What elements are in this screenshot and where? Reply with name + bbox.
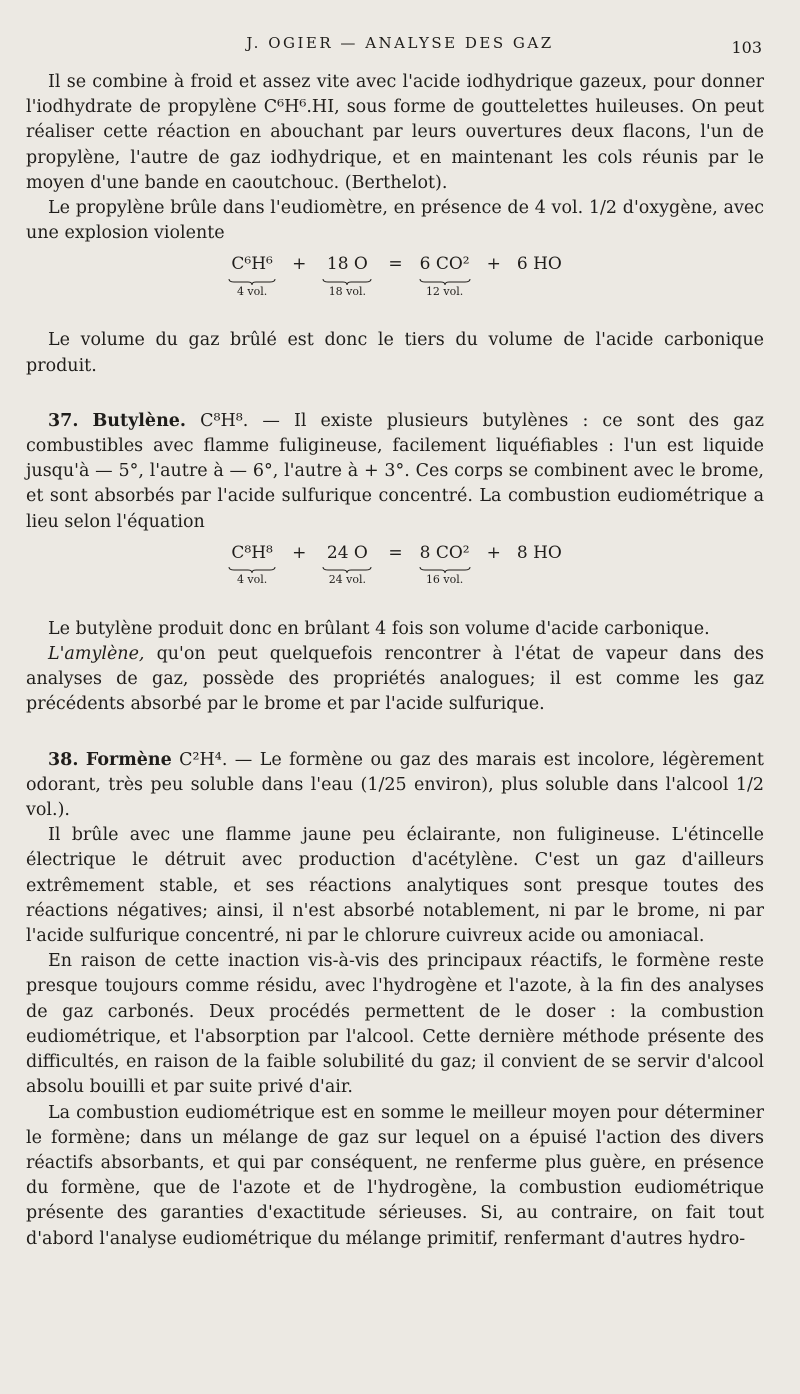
- volume-label: 4 vol.: [236, 284, 268, 298]
- section-formula: C²H⁴.: [179, 749, 228, 770]
- paragraph-formene-flame: Il brûle avec une flamme jaune peu éclairante, non fuligineuse. L'étincelle électrique le détruit avec production d'acétylène. C'est un gaz d'ailleurs extrêmement stable, et ses réactions analytiques sont presque toutes des réactions négatives; ainsi, il n'est absorbé notablement, ni par le brome, ni par l'acide sulfurique concentré, ni par le chlorure cuivreux acide ou amoniacal.: [26, 825, 764, 947]
- term-formula: 24 O: [326, 542, 368, 563]
- header-title: J. OGIER — ANALYSE DES GAZ: [246, 34, 554, 52]
- section-number: 37.: [48, 410, 79, 431]
- paragraph-butylene-volume: Le butylène produit donc en brûlant 4 fois son volume d'acide carbonique.: [48, 618, 710, 639]
- equation-term: [419, 541, 471, 586]
- section-formula: C⁸H⁸.: [200, 410, 249, 431]
- term-formula: C⁸H⁸: [231, 542, 273, 563]
- page-body: [26, 70, 764, 1252]
- paragraph-propylene-iodhydrate: Il se combine à froid et assez vite avec l'acide iodhydrique gazeux, pour donner l'iodhydrate de propylène C⁶H⁶.HI, sous forme de gouttelettes huileuses. On peut réaliser cette réaction en abouchant par leurs ouvertures deux flacons, l'un de propylène, l'autre de gaz iodhydrique, et en maintenant les cols réunis par le moyen d'une bande en caoutchouc. (Berthelot).: [26, 72, 764, 193]
- volume-label: 18 vol.: [328, 284, 367, 298]
- plus-sign: +: [292, 542, 307, 563]
- equation-term: [419, 252, 471, 297]
- section-title: Formène: [85, 749, 172, 770]
- paragraph-formene-combustion: La combustion eudiométrique est en somme le meilleur moyen pour déterminer le formène; dans un mélange de gaz sur lequel on a épuisé l'action des divers réactifs absorbants, et qui par conséquent, ne renferme plus guère, en présence du formène, que de l'azote et de l'hydrogène, la combustion eudiométrique présente des garanties d'exactitude sérieuses. Si, au contraire, on fait tout d'abord l'analyse eudiométrique du mélange primitif, renfermant d'autres hydro-: [26, 1102, 764, 1249]
- volume-brace: [228, 278, 276, 298]
- equation-propylene: [26, 246, 764, 328]
- paragraph-amylene: [26, 642, 764, 718]
- equation-term: [322, 541, 372, 586]
- term-formula: 6 HO: [516, 254, 562, 275]
- volume-label: 16 vol.: [425, 573, 464, 587]
- equation-term: [322, 252, 372, 297]
- plus-sign: +: [486, 542, 501, 563]
- equation-butylene: [26, 535, 764, 617]
- equals-sign: =: [388, 254, 403, 275]
- paragraph-propylene-combustion: Le propylène brûle dans l'eudiomètre, en présence de 4 vol. 1/2 d'oxygène, avec une explosion violente: [26, 198, 764, 244]
- paragraph-formene-residue: En raison de cette inaction vis-à-vis des principaux réactifs, le formène reste presque toujours comme résidu, avec l'hydrogène et l'azote, à la fin des analyses de gaz carbonés. Deux procédés permettent de le doser : la combustion eudiométrique, et l'absorption par l'alcool. Cette dernière méthode présente des difficultés, en raison de la faible solubilité du gaz; il convient de se servir d'alcool absolu bouilli et par suite privé d'air.: [26, 951, 764, 1098]
- volume-label: 24 vol.: [328, 573, 367, 587]
- equals-sign: =: [388, 542, 403, 563]
- volume-brace: [228, 566, 276, 586]
- equation-term: [517, 541, 562, 566]
- term-formula: 18 O: [326, 254, 368, 275]
- term-formula: 8 CO²: [419, 542, 470, 563]
- plus-sign: +: [486, 254, 501, 275]
- section-title: Butylène.: [92, 410, 187, 431]
- volume-brace: [419, 566, 471, 586]
- page-number: 103: [731, 38, 762, 57]
- equation-term: [228, 541, 276, 586]
- term-formula: 6 CO²: [419, 254, 470, 275]
- running-header: [0, 34, 800, 60]
- section-formene: [26, 748, 764, 824]
- term-formula: C⁶H⁶: [231, 254, 273, 275]
- paragraph-text: qu'on peut quelquefois rencontrer à l'état de vapeur dans des analyses de gaz, possède des propriétés analogues; il est comme les gaz précédents absorbé par le brome et par l'acide sulfurique.: [26, 644, 764, 715]
- volume-brace: [322, 278, 372, 298]
- section-text: — Il existe plusieurs butylènes : ce sont des gaz combustibles avec flamme fuligineuse, facilement liquéfiables : l'un est liquide jusqu'à — 5°, l'autre à — 6°, l'autre à + 3°. Ces corps se combinent avec le brome, et sont absorbés par l'acide sulfurique concentré. La combustion eudiométrique a lieu selon l'équation: [26, 410, 764, 532]
- paragraph-propylene-volume: Le volume du gaz brûlé est donc le tiers du volume de l'acide carbonique produit.: [26, 330, 764, 376]
- equation-term: [517, 252, 562, 277]
- term-formula: 8 HO: [516, 542, 562, 563]
- section-text: — Le formène ou gaz des marais est incolore, légèrement odorant, très peu soluble dans l'eau (1/25 environ), plus soluble dans l'alcool 1/2 vol.).: [26, 749, 764, 821]
- volume-brace: [419, 278, 471, 298]
- section-butylene: [26, 409, 764, 535]
- section-number: 38.: [48, 749, 79, 770]
- volume-label: 12 vol.: [425, 284, 464, 298]
- equation-term: [228, 252, 276, 297]
- volume-brace: [322, 566, 372, 586]
- emphasis-amylene: L'amylène,: [48, 644, 145, 665]
- volume-label: 4 vol.: [236, 573, 268, 587]
- plus-sign: +: [292, 254, 307, 275]
